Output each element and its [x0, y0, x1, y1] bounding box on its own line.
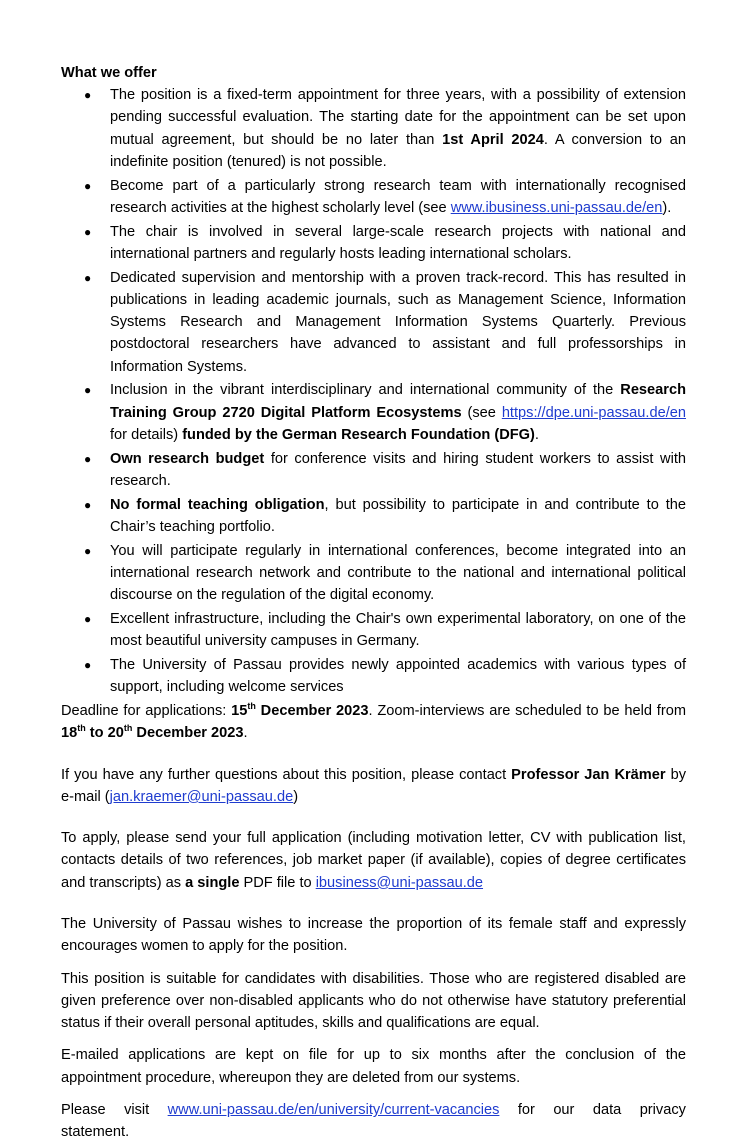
list-item: ● You will participate regularly in international conferences, become integrated into an international research network and contribute to the national and international political discourse on the regulation of the digital economy.	[61, 540, 686, 607]
bullet-icon: ●	[84, 270, 92, 285]
bullet-icon: ●	[84, 178, 92, 193]
privacy-line: Please visit www.uni-passau.de/en/university/current-vacancies for our data privacy	[61, 1099, 686, 1121]
application-email-link[interactable]: ibusiness@uni-passau.de	[315, 874, 484, 891]
privacy-paragraph: Please visit www.uni-passau.de/en/university/current-vacancies for our data privacy statement.	[61, 1099, 686, 1144]
retention-paragraph: E-mailed applications are kept on file for up to six months after the conclusion of the appointment procedure, whereupon they are deleted from our systems.	[61, 1047, 686, 1086]
section-heading: What we offer	[61, 65, 157, 81]
disability-paragraph: This position is suitable for candidates with disabilities. Those who are registered disabled are given preference over non-disabled applicants who do not otherwise have statutory preferential status if their overall personal aptitudes, skills and qualifications are equal.	[61, 970, 686, 1032]
bullet-icon: ●	[84, 543, 92, 558]
list-item: ● Inclusion in the vibrant interdisciplinary and international community of the Research Training Group 2720 Digital Platform Ecosystems (see https://dpe.uni-passau.de/en for details) funded by the German Research Foundation (DFG).	[61, 379, 686, 446]
contact-email-link[interactable]: jan.kraemer@uni-passau.de	[109, 788, 294, 805]
list-item: ● The position is a fixed-term appointment for three years, with a possibility of extension pending successful evaluation. The starting date for the appointment can be set upon mutual agreement, but should be no later than 1st April 2024. A conversion to an indefinite position (tenured) is not possible.	[61, 84, 686, 173]
bullet-icon: ●	[84, 657, 92, 672]
list-item: ● The University of Passau provides newly appointed academics with various types of support, including welcome services	[61, 654, 686, 699]
ibusiness-website-link[interactable]: www.ibusiness.uni-passau.de/en	[450, 199, 663, 216]
bullet-icon: ●	[84, 611, 92, 626]
list-item: ● Become part of a particularly strong research team with internationally recognised research activities at the highest scholarly level (see www.ibusiness.uni-passau.de/en).	[61, 175, 686, 220]
deadline-paragraph: Deadline for applications: 15th December 2023. Zoom-interviews are scheduled to be held from 18th to 20th December 2023.	[61, 700, 686, 742]
list-item: ● Own research budget for conference visits and hiring student workers to assist with research.	[61, 448, 686, 493]
bullet-icon: ●	[84, 497, 92, 512]
bullet-icon: ●	[84, 383, 92, 398]
list-item: ● The chair is involved in several large-scale research projects with national and international partners and regularly hosts leading international scholars.	[61, 221, 686, 266]
equality-paragraph: The University of Passau wishes to increase the proportion of its female staff and expressly encourages women to apply for the position.	[61, 916, 686, 955]
list-item: ● No formal teaching obligation, but possibility to participate in and contribute to the Chair’s teaching portfolio.	[61, 494, 686, 539]
list-item: ● Dedicated supervision and mentorship with a proven track-record. This has resulted in publications in leading academic journals, such as Management Science, Information Systems Research and Management Information Systems Quarterly. Previous postdoctoral researchers have advanced to assistant and full professorships in Information Systems.	[61, 267, 686, 378]
bullet-icon: ●	[84, 451, 92, 466]
contact-paragraph: If you have any further questions about this position, please contact Professor Jan Krämer by e-mail (jan.kraemer@uni-passau.de)	[61, 766, 686, 805]
dpe-website-link[interactable]: https://dpe.uni-passau.de/en	[501, 404, 686, 421]
list-item: ● Excellent infrastructure, including the Chair's own experimental laboratory, on one of the most beautiful university campuses in Germany.	[61, 608, 686, 653]
vacancies-link[interactable]: www.uni-passau.de/en/university/current-vacancies	[167, 1102, 500, 1119]
offer-list	[61, 84, 686, 699]
apply-paragraph: To apply, please send your full application (including motivation letter, CV with publication list, contacts details of two references, job market paper (if available), copies of degree certificates and transcripts) as a single PDF file to ibusiness@uni-passau.de	[61, 830, 686, 891]
bullet-icon: ●	[84, 224, 92, 239]
bullet-icon: ●	[84, 88, 92, 102]
